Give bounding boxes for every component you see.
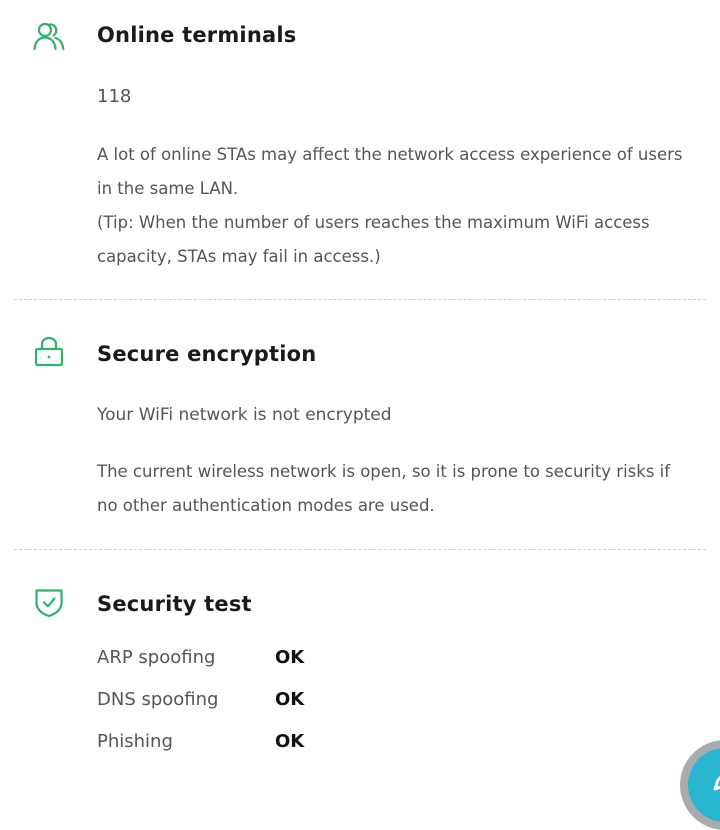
test-status: OK (275, 647, 305, 668)
test-status: OK (275, 731, 305, 752)
pencil-icon (712, 762, 720, 792)
secure-encryption-title: Secure encryption (97, 342, 317, 366)
security-test-section (0, 550, 720, 791)
online-terminals-count: 118 (97, 86, 132, 107)
fab-inner-circle (688, 748, 720, 822)
encryption-description: The current wireless network is open, so it is prone to security risks if no other authentication modes are used. (97, 462, 671, 515)
security-test-row-phishing (97, 731, 397, 759)
online-terminals-section (0, 0, 720, 300)
users-icon (33, 20, 65, 52)
lock-icon (33, 335, 65, 367)
security-test-title: Security test (97, 592, 252, 616)
test-status: OK (275, 689, 305, 710)
secure-encryption-section (0, 300, 720, 550)
encryption-status: Your WiFi network is not encrypted (97, 405, 392, 425)
online-terminals-tip: (Tip: When the number of users reaches the maximum WiFi access capacity, STAs may fail in access.) (97, 213, 650, 266)
online-terminals-description (97, 138, 687, 274)
shield-check-icon (33, 586, 65, 618)
test-name: Phishing (97, 731, 173, 752)
online-terminals-description-line: A lot of online STAs may affect the network access experience of users in the same LAN. (97, 145, 683, 198)
test-name: DNS spoofing (97, 689, 219, 710)
security-test-row-dns (97, 689, 397, 717)
online-terminals-title: Online terminals (97, 23, 297, 47)
security-test-row-arp (97, 647, 397, 675)
test-name: ARP spoofing (97, 647, 216, 668)
